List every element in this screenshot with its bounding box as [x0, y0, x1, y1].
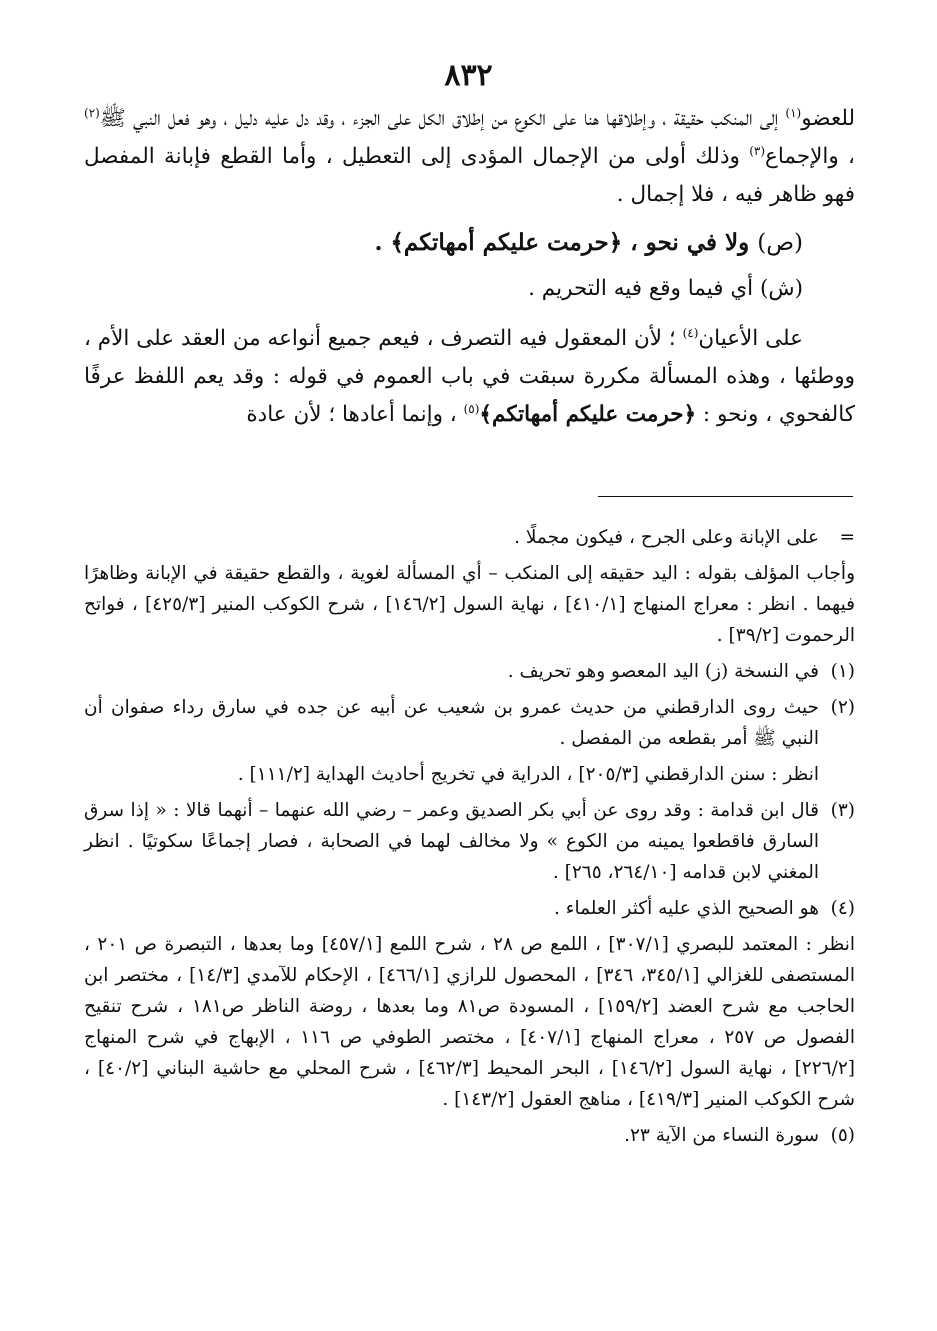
footnote-4-references: انظر : المعتمد للبصري [٣٠٧/١] ، اللمع ص ٢٨ ، شرح اللمع [٤٥٧/١] وما بعدها ، التبصرة ص ٢٠١ ، المستصفى للغزالي [٣٤٥/١، ٣٤٦] ، المحصول للرازي [٤٦٦/١] ، الإحكام للآمدي [١٤/٣] ، مختصر ابن الحاجب مع شرح العضد [١٥٩/٢] ، المسودة ص٨١ وما بعدها ، روضة الناظر ص١٨١ ، شرح تنقيح الفصول ص ٢٥٧ ، معراج المنهاج [٤٠٧/١] ، مختصر الطوفي ص ١١٦ ، الإبهاج في شرح المنهاج [٢٢٦/٢] ، نهاية السول [١٤٦/٢] ، البحر المحيط [٤٦٢/٣] ، شرح المحلي مع حاشية البناني [٤٠/٢] ، شرح الكوكب المنير [٤١٩/٣] ، مناهج العقول [١٤٣/٢] .: [84, 934, 855, 1110]
sad-tag: (ص): [757, 230, 803, 256]
footnotes: [84, 522, 855, 1156]
footnote-continuation-text: وأجاب المؤلف بقوله : اليد حقيقه إلى المنكب – أي المسألة لغوية ، والقطع حقيقة في الإبانة وظاهرًا فيهما . انظر : معراج المنهاج [٤١٠/١] ، نهاية السول [١٤٦/٢] ، شرح الكوكب المنير [٤٢٥/٣] ، فواتح الرحموت [٣٩/٢] .: [84, 563, 856, 646]
quran-verse: ﴿حرمت عليكم أمهاتكم﴾: [479, 402, 697, 427]
paragraph-4: [84, 320, 855, 434]
footnote-text: في النسخة (ز) اليد المعصو وهو تحريف .: [507, 661, 819, 682]
footnote-number: (٣): [830, 800, 855, 821]
main-text: [84, 100, 855, 434]
text-run: للعضو: [801, 106, 855, 131]
footnote-2-references: انظر : سنن الدارقطني [٢٠٥/٣] ، الدراية في تخريج أحاديث الهداية [١١١/٢] .: [237, 764, 819, 785]
footnote-text: قال ابن قدامة : وقد روى عن أبي بكر الصديق وعمر – رضي الله عنهما – أنهما قالا : « إذا سرق السارق فاقطعوا يمينه من الكوع » ولا مخالف لهما في الصحابة ، فصار إجماعًا سكوتيًا . انظر المغني لابن قدامه [٢٦٤/١٠، ٢٦٥] .: [84, 800, 819, 883]
footnote-number: (٢): [830, 697, 855, 718]
footnote-ref-2[interactable]: (٢): [84, 105, 100, 120]
footnote-5: [84, 1120, 855, 1151]
footnote-number: (١): [830, 661, 855, 682]
footnote-ref-5[interactable]: (٥): [463, 401, 480, 416]
matn-text: ولا في نحو ، ﴿حرمت عليكم أمهاتكم﴾ .: [374, 229, 758, 256]
text-run: إلى المنكب حقيقة ، وإطلاقها هنا على الكوع من إطلاق الكل على الجزء ، وقد دل عليه دليل ، وهو فعل النبي ﷺ: [99, 106, 786, 131]
footnote-number: (٥): [830, 1125, 855, 1146]
footnote-4: [84, 893, 855, 924]
footnote-ref-3[interactable]: (٣): [749, 143, 766, 158]
footnote-text: سورة النساء من الآية ٢٣.: [624, 1125, 819, 1146]
page-number: ٨٣٢: [444, 58, 493, 93]
text-run: ؛ لأن المعقول فيه التصرف ، فيعم جميع أنواعه من العقد على الأم ، ووطئها ، وهذه المسألة مكررة سبقت في باب العموم في قوله : وقد يعم اللفظ عرفًا كالفحوي ، ونحو :: [84, 326, 855, 427]
footnote-1: [84, 656, 855, 687]
text-run: على الأعيان: [698, 326, 803, 351]
footnote-ref-1[interactable]: (١): [785, 105, 802, 120]
footnote-3: [84, 795, 855, 888]
sharh-heading: (ش) أي فيما وقع فيه التحريم .: [528, 276, 803, 301]
footnote-continuation: [84, 522, 855, 553]
footnote-text: حيث روى الدارقطني من حديث عمرو بن شعيب عن أبيه عن جده في سارق رداء صفوان أن النبي ﷺ أمر بقطعه من المفصل .: [84, 697, 819, 749]
footnote-text: هو الصحيح الذي عليه أكثر العلماء .: [554, 898, 819, 919]
paragraph-1: [84, 100, 855, 214]
text-run: وذلك أولى من الإجمال المؤدى إلى التعطيل ، وأما القطع فإبانة المفصل فهو ظاهر فيه ، فلا إجمال .: [84, 144, 855, 207]
footnote-text: على الإبانة وعلى الجرح ، فيكون مجملًا .: [514, 527, 819, 548]
text-run: ، وإنما أعادها ؛ لأن عادة: [246, 402, 464, 427]
footnote-number: (٤): [830, 898, 855, 919]
text-run: ، والإجماع: [765, 144, 855, 169]
footnote-ref-4[interactable]: (٤): [682, 325, 699, 340]
matn-heading: [84, 224, 855, 262]
footnote-2: [84, 692, 855, 754]
continuation-marker: =: [839, 527, 855, 548]
footnote-separator: [598, 496, 853, 497]
